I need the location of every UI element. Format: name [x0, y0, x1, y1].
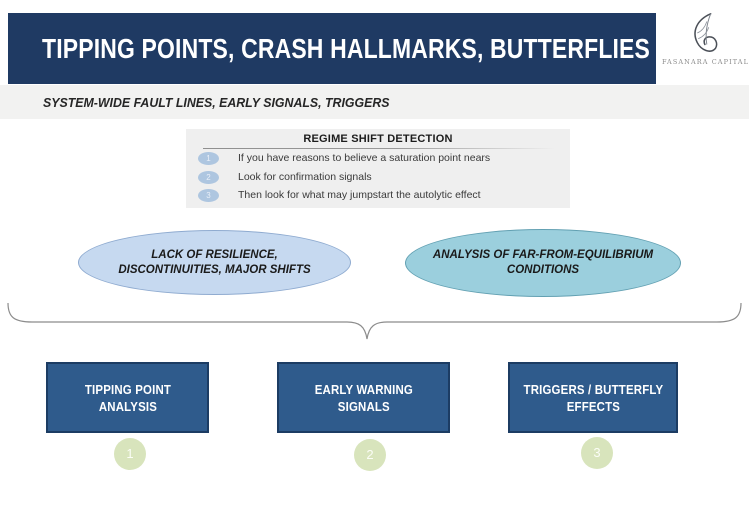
step-text: Then look for what may jumpstart the autolytic effect — [238, 189, 481, 201]
step-number-badge: 3 — [198, 189, 219, 202]
slide-title: TIPPING POINTS, CRASH HALLMARKS, BUTTERFLIES — [42, 32, 651, 64]
ellipse-text-line: LACK OF RESILIENCE, — [151, 248, 278, 261]
pillar-tipping-point-analysis — [46, 362, 209, 433]
pillar-label-line: ANALYSIS — [98, 398, 157, 414]
company-logo — [662, 10, 749, 76]
equilibrium-ellipse — [405, 229, 681, 297]
resilience-ellipse — [78, 230, 351, 295]
logo-text: FASANARA CAPITAL — [662, 58, 749, 66]
pillar-label-line: EARLY WARNING — [314, 381, 413, 397]
feather-logo-icon — [662, 10, 744, 56]
regime-shift-panel — [186, 129, 570, 208]
pillar-triggers-butterfly-effects — [508, 362, 678, 433]
step-number-badge: 2 — [198, 171, 219, 184]
subtitle-band — [0, 85, 749, 119]
step-text: If you have reasons to believe a saturation point nears — [238, 152, 491, 164]
title-bar — [8, 13, 656, 84]
ellipse-text-line: DISCONTINUITIES, MAJOR SHIFTS — [118, 263, 311, 276]
pillar-number-circle: 1 — [114, 438, 146, 470]
step-text: Look for confirmation signals — [238, 171, 372, 183]
regime-step-2 — [186, 171, 570, 185]
brace-connector — [0, 295, 749, 345]
pillar-label-line: EFFECTS — [566, 398, 620, 414]
step-number-badge: 1 — [198, 152, 219, 165]
slide-subtitle: SYSTEM-WIDE FAULT LINES, EARLY SIGNALS, TRIGGERS — [43, 94, 390, 110]
regime-panel-title: REGIME SHIFT DETECTION — [303, 133, 453, 145]
regime-step-3 — [186, 189, 570, 203]
ellipse-text-line: CONDITIONS — [506, 264, 580, 276]
pillar-label-line: SIGNALS — [337, 398, 390, 414]
pillar-number-circle: 2 — [354, 439, 386, 471]
pillar-label-line: TIPPING POINT — [84, 381, 171, 397]
ellipse-text-line: ANALYSIS OF FAR-FROM-EQUILIBRIUM — [432, 249, 654, 261]
pillar-number-circle: 3 — [581, 437, 613, 469]
pillar-label-line: TRIGGERS / BUTTERFLY — [523, 381, 663, 397]
regime-step-1 — [186, 152, 570, 166]
pillar-early-warning-signals — [277, 362, 450, 433]
divider-line — [203, 148, 555, 149]
